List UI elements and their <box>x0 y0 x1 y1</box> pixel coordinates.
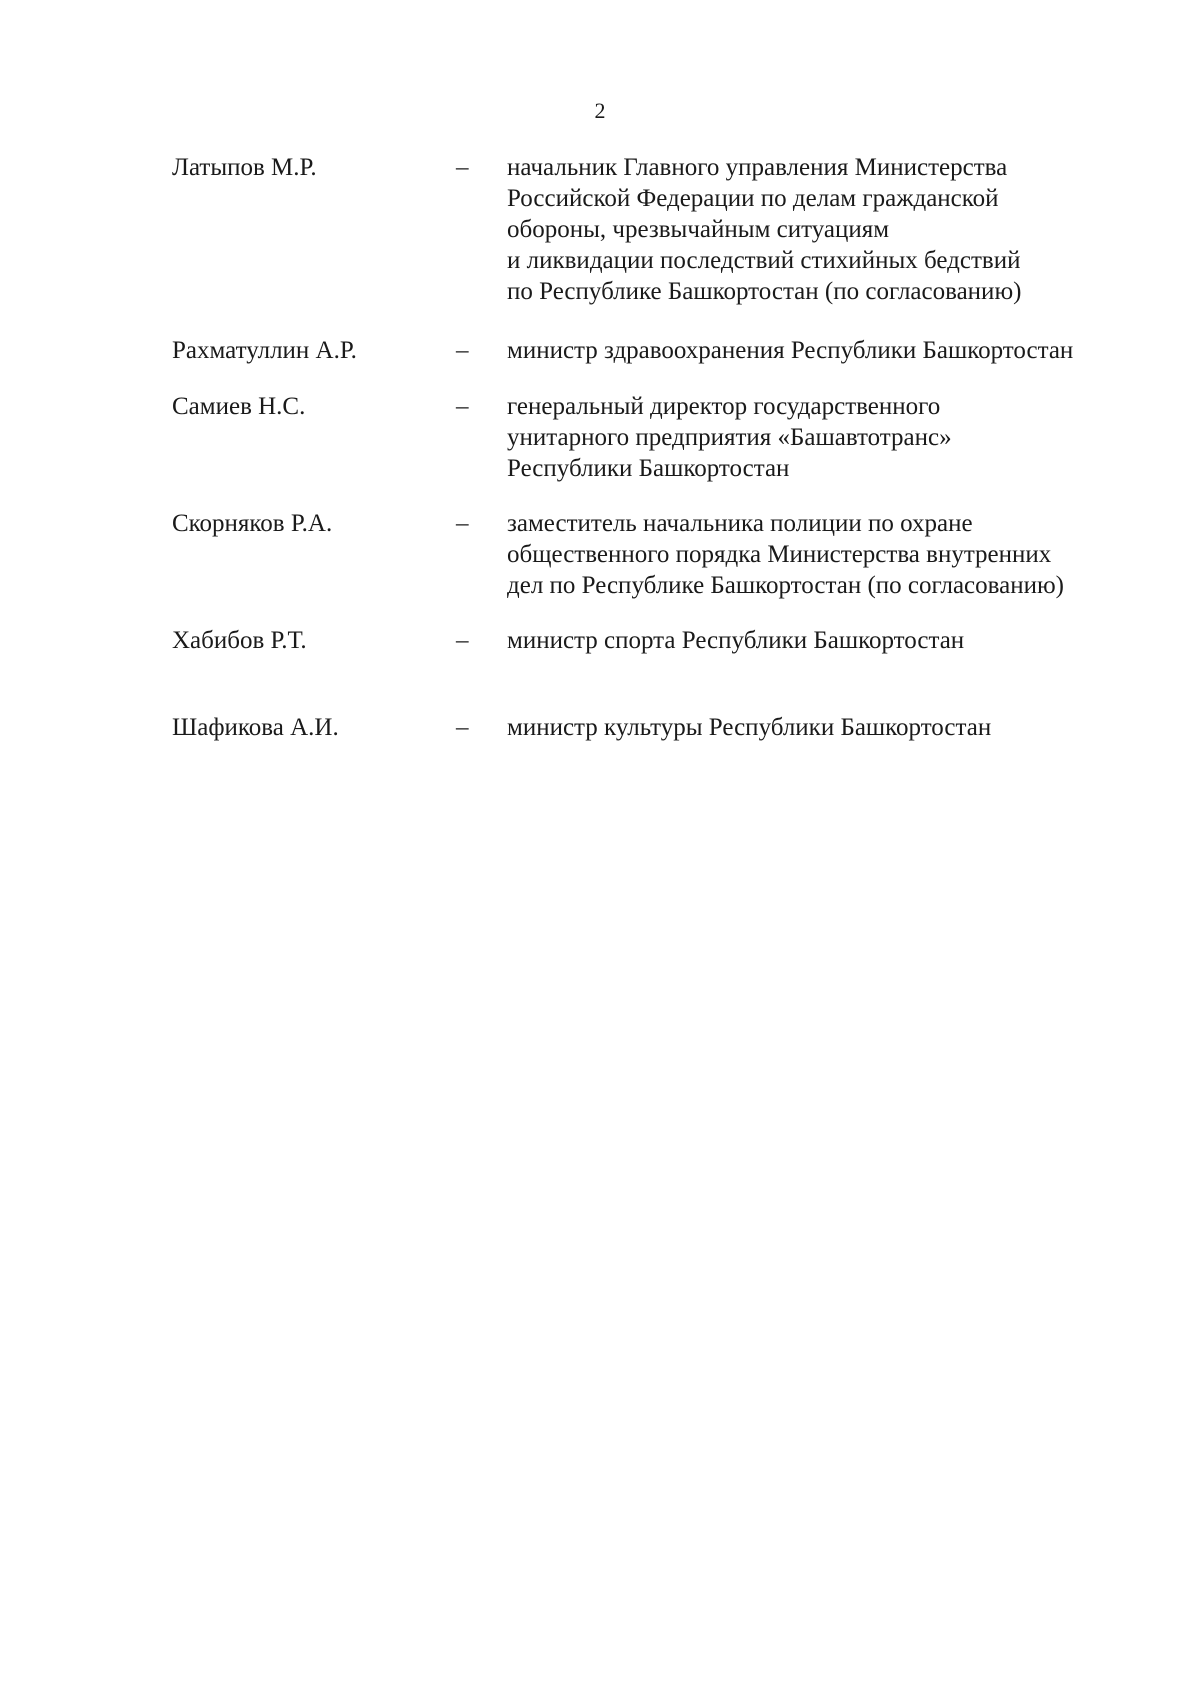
role-line: дел по Республике Башкортостан (по согласованию) <box>507 572 1064 599</box>
member-dash: – <box>456 510 469 537</box>
member-dash: – <box>456 393 469 420</box>
member-name: Шафикова А.И. <box>172 714 339 741</box>
member-name: Латыпов М.Р. <box>172 154 317 181</box>
page-number: 2 <box>594 98 606 123</box>
member-dash: – <box>456 337 469 364</box>
member-name: Самиев Н.С. <box>172 393 306 420</box>
role-line: общественного порядка Министерства внутренних <box>507 541 1052 568</box>
member-dash: – <box>456 627 469 654</box>
role-line: министр культуры Республики Башкортостан <box>507 714 992 741</box>
role-line: Республики Башкортостан <box>507 455 790 482</box>
member-name: Скорняков Р.А. <box>172 510 333 537</box>
member-name: Хабибов Р.Т. <box>172 627 307 654</box>
role-line: и ликвидации последствий стихийных бедствий <box>507 247 1021 274</box>
member-role <box>507 508 1147 601</box>
role-line: по Республике Башкортостан (по согласованию) <box>507 278 1022 305</box>
member-role <box>507 625 1147 656</box>
role-line: министр спорта Республики Башкортостан <box>507 627 965 654</box>
role-line: генеральный директор государственного <box>507 393 941 420</box>
member-name: Рахматуллин А.Р. <box>172 337 357 364</box>
role-line: заместитель начальника полиции по охране <box>507 510 973 537</box>
member-role <box>507 391 1147 484</box>
role-line: обороны, чрезвычайным ситуациям <box>507 216 890 243</box>
member-role <box>507 335 1147 366</box>
member-role <box>507 152 1147 307</box>
member-role <box>507 712 1147 743</box>
role-line: унитарного предприятия «Башавтотранс» <box>507 424 952 451</box>
member-dash: – <box>456 714 469 741</box>
member-dash: – <box>456 154 469 181</box>
role-line: министр здравоохранения Республики Башкортостан <box>507 337 1074 364</box>
role-line: начальник Главного управления Министерства <box>507 154 1008 181</box>
role-line: Российской Федерации по делам гражданской <box>507 185 999 212</box>
